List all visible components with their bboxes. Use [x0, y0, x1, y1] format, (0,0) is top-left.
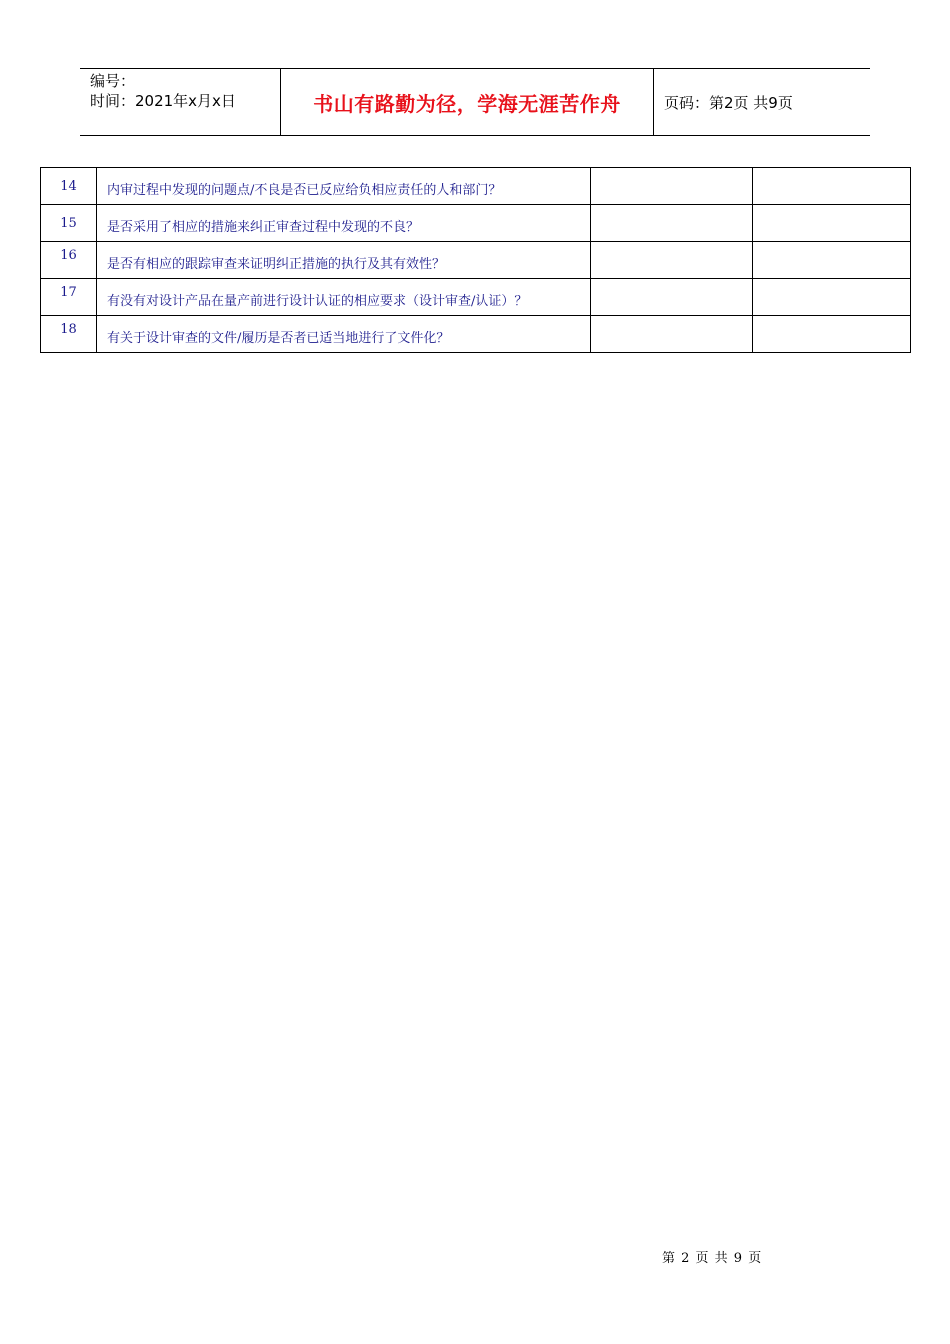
row-question: 是否采用了相应的措施来纠正审查过程中发现的不良？: [97, 205, 591, 242]
row-question: 是否有相应的跟踪审查来证明纠正措施的执行及其有效性？: [97, 242, 591, 279]
page-info-text: 页码：第2页 共9页: [664, 93, 793, 112]
row-remark-cell[interactable]: [753, 242, 911, 279]
row-number: 18: [41, 316, 97, 353]
table-row: [41, 242, 911, 279]
row-question: 有关于设计审查的文件/履历是否者已适当地进行了文件化？: [97, 316, 591, 353]
checklist-table: [40, 167, 911, 353]
header-motto-cell: [281, 69, 654, 135]
row-number: 16: [41, 242, 97, 279]
row-remark-cell[interactable]: [753, 168, 911, 205]
page-header: [80, 68, 870, 136]
row-remark-cell[interactable]: [753, 205, 911, 242]
row-number: 14: [41, 168, 97, 205]
table-row: [41, 168, 911, 205]
table-row: [41, 279, 911, 316]
row-result-cell[interactable]: [591, 316, 753, 353]
table-row: [41, 205, 911, 242]
number-label: 编号：: [90, 72, 136, 90]
table-row: [41, 316, 911, 353]
header-page-info: [654, 69, 870, 135]
row-result-cell[interactable]: [591, 168, 753, 205]
time-label: 时间：2021年x月x日: [90, 92, 236, 110]
row-number: 17: [41, 279, 97, 316]
motto-text: 书山有路勤为径，学海无涯苦作舟: [313, 91, 621, 116]
row-result-cell[interactable]: [591, 279, 753, 316]
row-number: 15: [41, 205, 97, 242]
header-meta: [80, 69, 281, 135]
row-question: 有没有对设计产品在量产前进行设计认证的相应要求（设计审查/认证）？: [97, 279, 591, 316]
page-footer: [662, 1247, 761, 1266]
row-result-cell[interactable]: [591, 205, 753, 242]
row-question: 内审过程中发现的问题点/不良是否已反应给负相应责任的人和部门？: [97, 168, 591, 205]
row-result-cell[interactable]: [591, 242, 753, 279]
row-remark-cell[interactable]: [753, 279, 911, 316]
footer-page-number: 第 2 页 共 9 页: [662, 1251, 762, 1266]
row-remark-cell[interactable]: [753, 316, 911, 353]
